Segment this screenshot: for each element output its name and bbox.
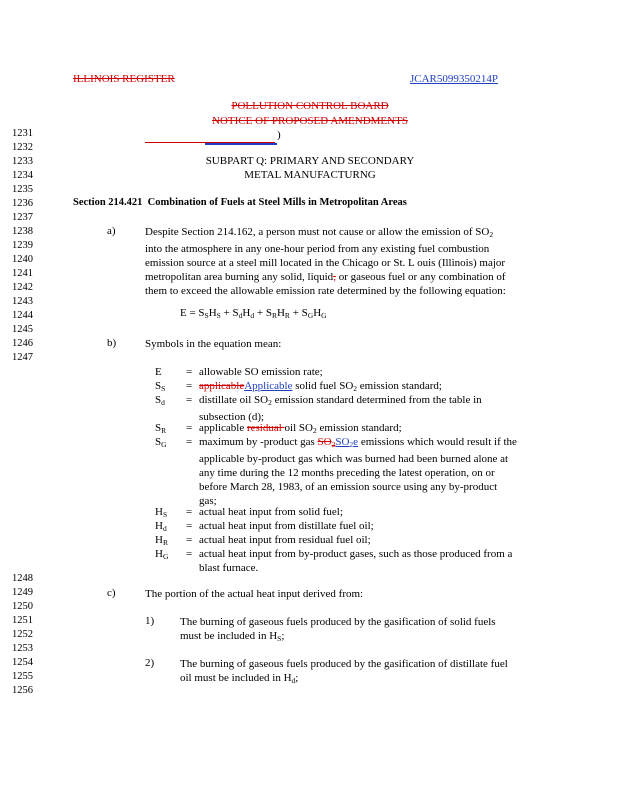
jcar-code: JCAR5099350214P: [410, 73, 499, 85]
para-b-intro: Symbols in the equation mean:: [145, 338, 282, 350]
line-number: 1252: [12, 629, 33, 640]
board-title: POLLUTION CONTROL BOARD: [231, 100, 389, 112]
line-number: 1255: [12, 671, 33, 682]
line-number: 1244: [12, 310, 33, 321]
section-number: Section 214.421: [73, 197, 143, 208]
line-number: 1243: [12, 296, 33, 307]
item-1-marker: 1): [145, 615, 155, 627]
section-heading: [73, 197, 407, 208]
line-number: 1231: [12, 128, 33, 139]
closing-paren: ): [277, 129, 281, 141]
item-2-text: The burning of gaseous fuels produced by the gasification of distillate fuel oil must be included in $H_d$;: [180, 658, 508, 685]
subpart-heading-line1: SUBPART Q: PRIMARY AND SECONDARY: [205, 155, 415, 167]
line-number: 1246: [12, 338, 33, 349]
line-number: 1249: [12, 587, 33, 598]
equation-text: $E = S_SH_S + S_dH_d + S_RH_R + S_GH_G$: [180, 307, 327, 320]
line-number: 1236: [12, 198, 33, 209]
line-number: 1234: [12, 170, 33, 181]
line-number: 1233: [12, 156, 33, 167]
subpart-heading-line2: METAL MANUFACTURNG: [244, 169, 376, 181]
line-number: 1237: [12, 212, 33, 223]
insertion-rule: [205, 143, 277, 145]
deleted-text: applicable: [199, 380, 245, 392]
line-number: 1248: [12, 573, 33, 584]
section-title: Combination of Fuels at Steel Mills in Metropolitan Areas: [147, 197, 407, 208]
line-number: 1240: [12, 254, 33, 265]
deleted-text: $SO_2$: [317, 436, 336, 449]
item-2-marker: 2): [145, 657, 155, 669]
emission-equation: [180, 307, 327, 320]
line-number: 1235: [12, 184, 33, 195]
line-number: 1238: [12, 226, 33, 237]
para-b-marker: b): [107, 337, 117, 349]
line-number: 1239: [12, 240, 33, 251]
line-number: 1251: [12, 615, 33, 626]
para-a-text: Despite Section 214.162, a person must not cause or allow the emission of $SO_2$ into the atmosphere in any one-hour period from any existing fuel combustion emission source at a steel mill located in the Chicago or St. L ouis (Illinois) major metropolitan area burning any solid, liquid, or gaseous fuel or any combination of them to exceed the allowable emission rate determined by the following equation:: [145, 226, 506, 297]
line-number: 1242: [12, 282, 33, 293]
inserted-text: Applicable: [244, 380, 293, 392]
register-header: ILLINOIS REGISTER: [73, 73, 175, 85]
line-number: 1256: [12, 685, 33, 696]
notice-title: NOTICE OF PROPOSED AMENDMENTS: [212, 115, 408, 127]
deleted-comma: ,: [333, 271, 336, 283]
inserted-text: $SO_2e$: [335, 436, 359, 449]
para-a-marker: a): [107, 225, 116, 237]
para-c-intro: The portion of the actual heat input derived from:: [145, 588, 364, 600]
line-number: 1241: [12, 268, 33, 279]
deleted-text: residual: [246, 422, 285, 434]
line-number: 1245: [12, 324, 33, 335]
line-number: 1250: [12, 601, 33, 612]
line-number: 1232: [12, 142, 33, 153]
item-1-text: The burning of gaseous fuels produced by the gasification of solid fuels must be included in $H_S$;: [180, 616, 496, 643]
line-number: 1247: [12, 352, 33, 363]
line-number: 1254: [12, 657, 33, 668]
line-number: 1253: [12, 643, 33, 654]
para-c-marker: c): [107, 587, 116, 599]
